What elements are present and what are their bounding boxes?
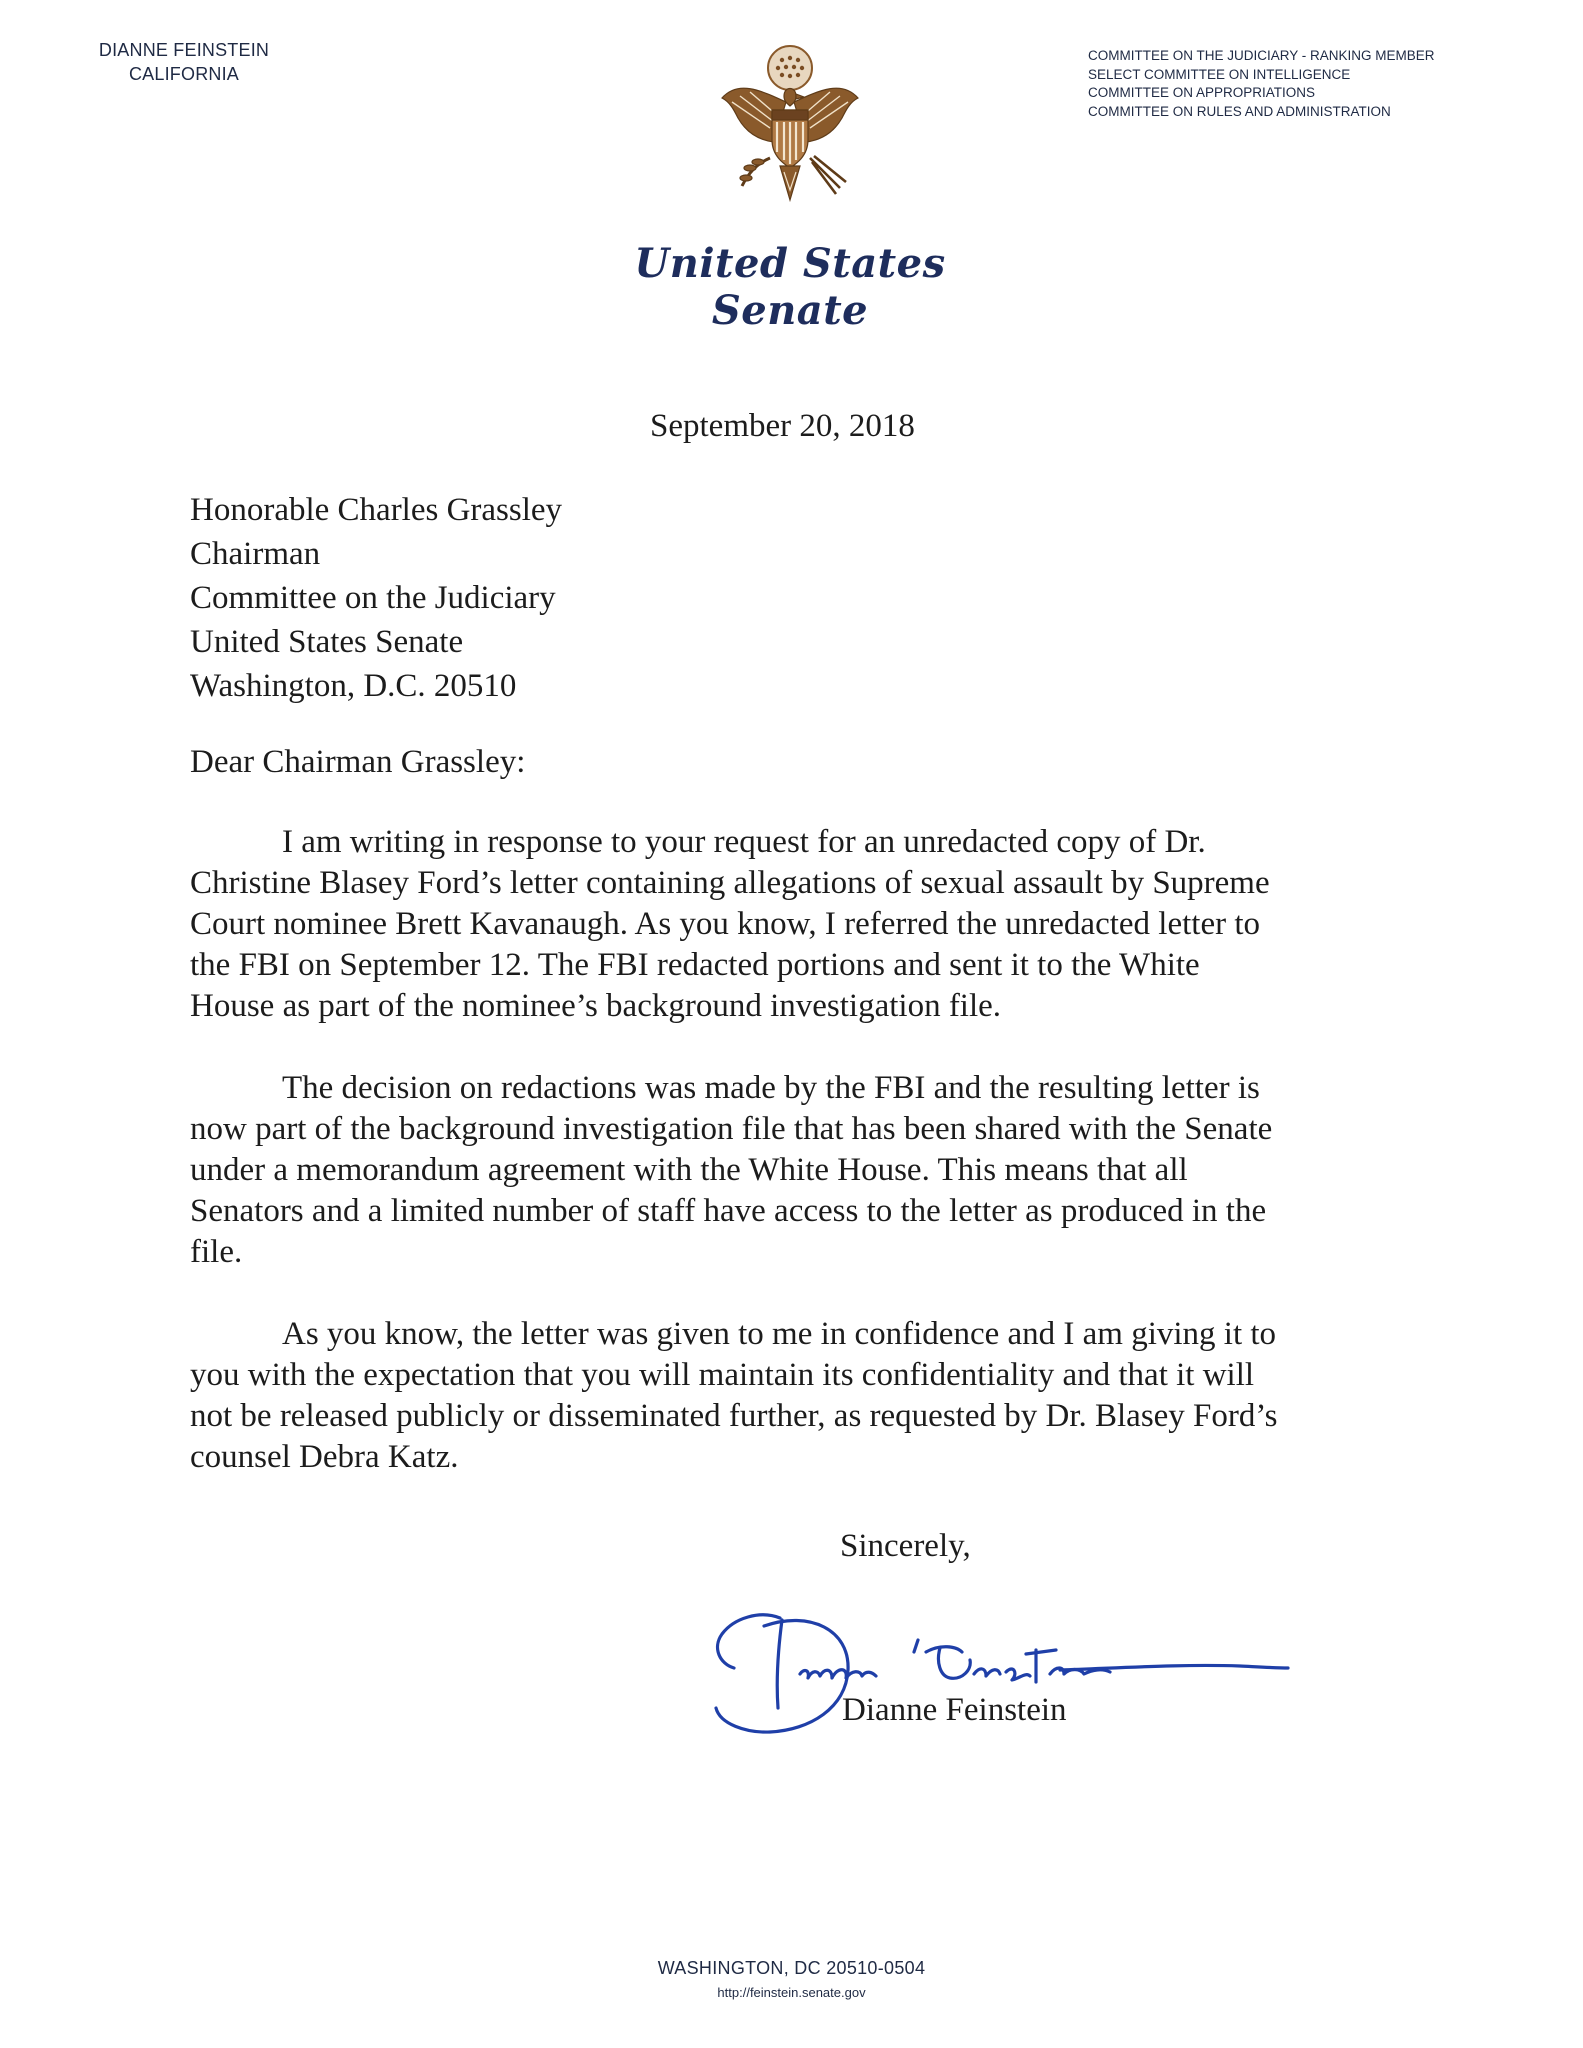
- body-paragraph: [190, 822, 1430, 1027]
- salutation: Dear Chairman Grassley:: [190, 744, 526, 780]
- body-line: file.: [190, 1234, 243, 1270]
- body-line: House as part of the nominee’s background investigation file.: [190, 988, 1002, 1024]
- body-line: As you know, the letter was given to me in confidence and I am giving it to: [282, 1316, 1277, 1352]
- recipient-address: [190, 488, 562, 708]
- body-line: under a memorandum agreement with the White House. This means that all: [190, 1152, 1188, 1188]
- committee-item: COMMITTEE ON APPROPRIATIONS: [1088, 85, 1316, 100]
- body-line: now part of the background investigation file that has been shared with the Senate: [190, 1111, 1273, 1147]
- body-line: not be released publicly or disseminated further, as requested by Dr. Blasey Ford’s: [190, 1398, 1278, 1434]
- body-line: Senators and a limited number of staff have access to the letter as produced in the: [190, 1193, 1267, 1229]
- footer-address: WASHINGTON, DC 20510-0504: [657, 1958, 926, 1978]
- body-line: I am writing in response to your request for an unredacted copy of Dr.: [282, 824, 1206, 860]
- recipient-name: Honorable Charles Grassley: [190, 492, 563, 528]
- body-line: the FBI on September 12. The FBI redacted portions and sent it to the White: [190, 947, 1200, 983]
- letter-body: [190, 822, 1430, 1519]
- recipient-institution: United States Senate: [190, 624, 464, 660]
- committee-list: [1088, 47, 1435, 121]
- senator-state: CALIFORNIA: [128, 64, 240, 84]
- senator-name: DIANNE FEINSTEIN: [98, 40, 270, 60]
- body-paragraph: [190, 1314, 1430, 1478]
- senator-block: [84, 38, 284, 86]
- institution-title: United States Senate: [634, 240, 946, 334]
- body-line: you with the expectation that you will maintain its confidentiality and that it will: [190, 1357, 1255, 1393]
- recipient-committee: Committee on the Judiciary: [190, 580, 556, 616]
- closing: Sincerely,: [840, 1528, 971, 1564]
- body-line: counsel Debra Katz.: [190, 1439, 459, 1475]
- footer-website-link[interactable]: http://feinstein.senate.gov: [717, 1985, 866, 2000]
- great-seal-eagle-icon: [700, 40, 880, 220]
- committee-item: SELECT COMMITTEE ON INTELLIGENCE: [1088, 66, 1351, 82]
- recipient-city: Washington, D.C. 20510: [190, 668, 517, 704]
- committee-item: COMMITTEE ON THE JUDICIARY - RANKING MEMBER: [1088, 48, 1435, 63]
- body-paragraph: [190, 1068, 1430, 1273]
- body-line: The decision on redactions was made by the FBI and the resulting letter is: [282, 1070, 1260, 1106]
- body-line: Christine Blasey Ford’s letter containing allegations of sexual assault by Supreme: [190, 865, 1270, 901]
- letter-date: September 20, 2018: [650, 408, 915, 444]
- signer-name: Dianne Feinstein: [842, 1692, 1067, 1728]
- body-line: Court nominee Brett Kavanaugh. As you know, I referred the unredacted letter to: [190, 906, 1261, 942]
- committee-item: COMMITTEE ON RULES AND ADMINISTRATION: [1088, 103, 1391, 119]
- recipient-title: Chairman: [190, 536, 321, 572]
